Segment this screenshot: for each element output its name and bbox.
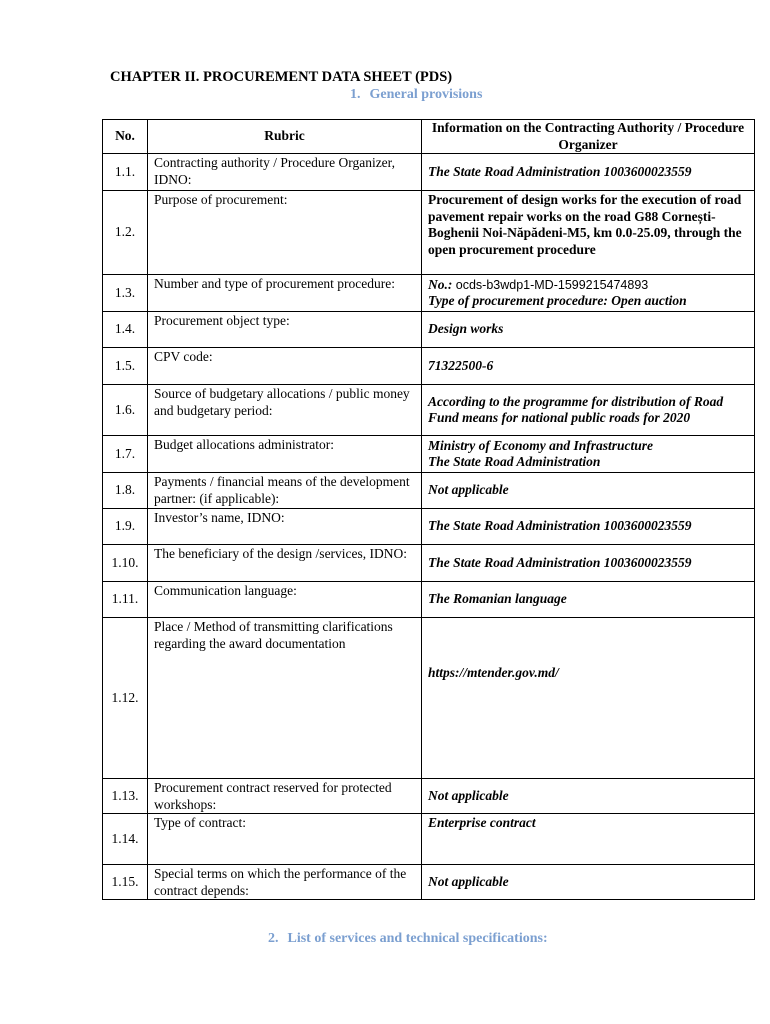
row-rubric: Budget allocations administrator: [148, 436, 422, 473]
table-row [103, 191, 755, 275]
table-row [103, 545, 755, 582]
row-info: The State Road Administration 1003600023559 [422, 545, 755, 582]
row-number: 1.3. [103, 275, 148, 312]
header-info: Information on the Contracting Authority / Procedure Organizer [422, 120, 755, 154]
row-info: The State Road Administration 1003600023559 [422, 509, 755, 545]
administrator-line-1: Ministry of Economy and Infrastructure [428, 437, 654, 453]
section-number: 1. [350, 87, 361, 102]
row-number: 1.11. [103, 582, 148, 618]
procurement-data-table [102, 119, 755, 900]
procedure-number-label: No.: [428, 276, 453, 292]
administrator-line-2: The State Road Administration [428, 454, 601, 469]
header-rubric: Rubric [148, 120, 422, 154]
row-rubric: Payments / financial means of the development partner: (if applicable): [148, 473, 422, 509]
row-rubric: CPV code: [148, 348, 422, 385]
procedure-ocds-code: ocds-b3wdp1-MD-1599215474893 [455, 277, 649, 292]
table-row [103, 779, 755, 814]
table-row [103, 865, 755, 900]
row-number: 1.13. [103, 779, 148, 814]
row-rubric: Place / Method of transmitting clarifications regarding the award documentation [148, 618, 422, 779]
row-info: Design works [422, 312, 755, 348]
row-info: The Romanian language [422, 582, 755, 618]
row-number: 1.12. [103, 618, 148, 779]
row-rubric: Source of budgetary allocations / public money and budgetary period: [148, 385, 422, 436]
table-row [103, 348, 755, 385]
row-info: The State Road Administration 1003600023559 [422, 154, 755, 191]
row-number: 1.10. [103, 545, 148, 582]
table-row [103, 509, 755, 545]
row-rubric: Procurement contract reserved for protected workshops: [148, 779, 422, 814]
row-info: Procurement of design works for the execution of road pavement repair works on the road G88 Cornești-Boghenii Noi-Năpădeni-M5, km 0.0-25.09, through the open procurement procedure [422, 191, 755, 275]
row-info: Not applicable [422, 779, 755, 814]
row-info [422, 436, 755, 473]
table-header-row [103, 120, 755, 154]
row-info [422, 275, 755, 312]
row-info-link[interactable]: https://mtender.gov.md/ [422, 618, 755, 779]
row-number: 1.8. [103, 473, 148, 509]
row-rubric: Contracting authority / Procedure Organizer, IDNO: [148, 154, 422, 191]
table-row [103, 618, 755, 779]
row-number: 1.1. [103, 154, 148, 191]
row-rubric: Investor’s name, IDNO: [148, 509, 422, 545]
section-heading-services-list [268, 931, 548, 947]
table-row [103, 385, 755, 436]
row-rubric: Procurement object type: [148, 312, 422, 348]
table-row [103, 312, 755, 348]
table-row [103, 436, 755, 473]
table-row [103, 473, 755, 509]
row-info: Enterprise contract [422, 814, 755, 865]
row-info: 71322500-6 [422, 348, 755, 385]
table-row [103, 582, 755, 618]
row-info: Not applicable [422, 473, 755, 509]
section-title: General provisions [369, 87, 483, 102]
section-number: 2. [268, 931, 279, 946]
row-number: 1.6. [103, 385, 148, 436]
row-rubric: Purpose of procurement: [148, 191, 422, 275]
chapter-title: CHAPTER II. PROCUREMENT DATA SHEET (PDS) [110, 69, 453, 85]
row-rubric: Special terms on which the performance of the contract depends: [148, 865, 422, 900]
procedure-type: Type of procurement procedure: Open auction [428, 293, 687, 308]
section-title: List of services and technical specifications: [287, 931, 548, 946]
table-row [103, 154, 755, 191]
row-rubric: Number and type of procurement procedure: [148, 275, 422, 312]
row-rubric: Communication language: [148, 582, 422, 618]
row-info: Not applicable [422, 865, 755, 900]
row-number: 1.7. [103, 436, 148, 473]
table-row [103, 275, 755, 312]
row-number: 1.5. [103, 348, 148, 385]
row-rubric: The beneficiary of the design /services, IDNO: [148, 545, 422, 582]
row-number: 1.15. [103, 865, 148, 900]
row-number: 1.14. [103, 814, 148, 865]
row-number: 1.2. [103, 191, 148, 275]
section-heading-general-provisions [350, 87, 482, 103]
row-number: 1.4. [103, 312, 148, 348]
table-row [103, 814, 755, 865]
row-info: According to the programme for distribution of Road Fund means for national public roads for 2020 [422, 385, 755, 436]
row-rubric: Type of contract: [148, 814, 422, 865]
header-no: No. [103, 120, 148, 154]
row-number: 1.9. [103, 509, 148, 545]
